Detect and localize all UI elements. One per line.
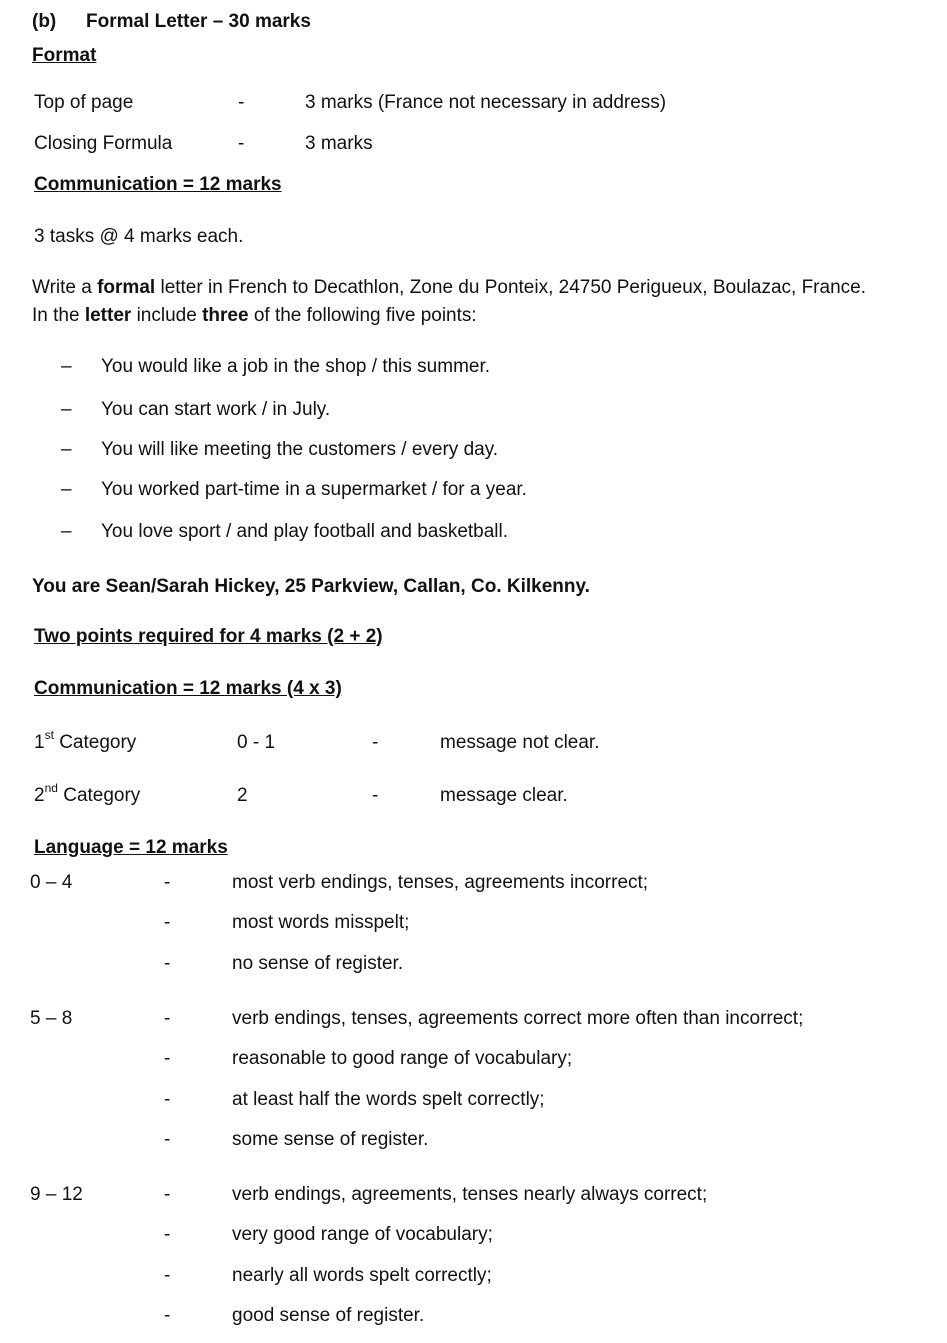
band-item: some sense of register.	[232, 1129, 429, 1150]
band-item: verb endings, tenses, agreements correct more often than incorrect;	[232, 1008, 804, 1029]
band-dash: -	[164, 1129, 171, 1150]
format-row-value: 3 marks (France not necessary in address)	[305, 92, 667, 113]
band-range: 5 – 8	[30, 1008, 73, 1029]
category-label	[34, 780, 141, 807]
category-desc: message clear.	[440, 785, 568, 806]
category-desc: message not clear.	[440, 732, 600, 753]
instruction-line-2	[32, 305, 477, 327]
category-number: 2	[34, 785, 45, 806]
instruction-bold: letter	[84, 305, 132, 326]
instruction-bold: three	[202, 305, 249, 326]
section-letter: (b)	[32, 11, 57, 32]
identity-text: You are Sean/Sarah Hickey, 25 Parkview, Callan, Co. Kilkenny.	[32, 576, 590, 597]
category-word: Category	[57, 785, 141, 806]
band-dash: -	[164, 1048, 171, 1069]
band-range: 9 – 12	[30, 1184, 83, 1205]
format-heading: Format	[32, 45, 97, 66]
instruction-text: Write a	[32, 277, 98, 298]
format-row-value: 3 marks	[305, 133, 373, 154]
band-dash: -	[164, 1265, 171, 1286]
category-range: 0 - 1	[237, 732, 276, 753]
point-dash: –	[61, 356, 72, 377]
band-item: very good range of vocabulary;	[232, 1224, 493, 1245]
format-row-label: Closing Formula	[34, 133, 173, 154]
band-dash: -	[164, 1089, 171, 1110]
band-dash: -	[164, 1008, 171, 1029]
band-item: most words misspelt;	[232, 912, 410, 933]
category-dash: -	[372, 785, 379, 806]
band-item: verb endings, agreements, tenses nearly always correct;	[232, 1184, 708, 1205]
category-number: 1	[34, 732, 45, 753]
band-range: 0 – 4	[30, 872, 73, 893]
category-label	[34, 727, 137, 754]
band-item: most verb endings, tenses, agreements incorrect;	[232, 872, 649, 893]
point-text: You can start work / in July.	[101, 399, 331, 420]
band-item: good sense of register.	[232, 1305, 425, 1326]
category-ordinal: nd	[44, 780, 58, 795]
category-range: 2	[237, 785, 248, 806]
instruction-bold: formal	[97, 277, 156, 298]
point-dash: –	[61, 479, 72, 500]
language-heading: Language = 12 marks	[34, 837, 228, 858]
band-item: no sense of register.	[232, 953, 404, 974]
section-title: Formal Letter – 30 marks	[86, 11, 311, 32]
point-text: You will like meeting the customers / every day.	[101, 439, 499, 460]
band-dash: -	[164, 1305, 171, 1326]
category-ordinal: st	[44, 727, 54, 742]
format-row-label: Top of page	[34, 92, 134, 113]
format-row-dash: -	[238, 92, 245, 113]
instruction-text: include	[131, 305, 203, 326]
band-item: at least half the words spelt correctly;	[232, 1089, 545, 1110]
category-word: Category	[53, 732, 137, 753]
format-row-dash: -	[238, 133, 245, 154]
point-text: You would like a job in the shop / this summer.	[101, 356, 491, 377]
band-dash: -	[164, 912, 171, 933]
two-points-heading: Two points required for 4 marks (2 + 2)	[34, 626, 383, 647]
communication-heading: Communication = 12 marks	[34, 174, 282, 195]
band-item: nearly all words spelt correctly;	[232, 1265, 492, 1286]
point-dash: –	[61, 399, 72, 420]
instruction-text: In the	[32, 305, 85, 326]
instruction-line-1	[32, 277, 866, 299]
point-text: You love sport / and play football and basketball.	[101, 521, 509, 542]
band-dash: -	[164, 953, 171, 974]
band-dash: -	[164, 1184, 171, 1205]
point-dash: –	[61, 439, 72, 460]
tasks-text: 3 tasks @ 4 marks each.	[34, 226, 244, 247]
instruction-text: letter in French to Decathlon, Zone du Ponteix, 24750 Perigueux, Boulazac, France.	[155, 277, 866, 298]
band-dash: -	[164, 1224, 171, 1245]
communication-heading-2: Communication = 12 marks (4 x 3)	[34, 678, 342, 699]
band-dash: -	[164, 872, 171, 893]
point-dash: –	[61, 521, 72, 542]
point-text: You worked part-time in a supermarket / for a year.	[101, 479, 527, 500]
category-dash: -	[372, 732, 379, 753]
instruction-text: of the following five points:	[248, 305, 477, 326]
band-item: reasonable to good range of vocabulary;	[232, 1048, 573, 1069]
